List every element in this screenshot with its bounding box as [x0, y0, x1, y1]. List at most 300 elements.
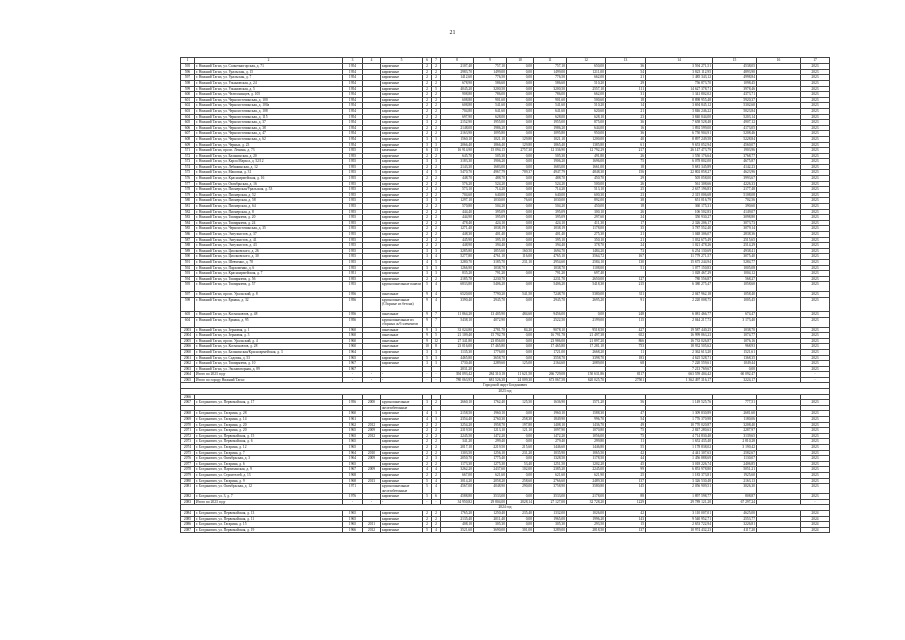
table-cell: 608,80 [441, 103, 474, 109]
table-cell: 0,00 [507, 282, 534, 292]
table-cell: 2023 [801, 439, 830, 445]
table-cell: 3183,30 [441, 159, 474, 165]
table-cell: 350 930,27 [646, 215, 713, 221]
table-cell: кирпичные [381, 450, 423, 456]
table-cell: 2 [423, 131, 432, 137]
table-cell: 2023 [801, 417, 830, 423]
table-cell: 510,20 [567, 80, 606, 86]
table-cell: 115 [606, 317, 646, 327]
table-cell: 0,00 [507, 103, 534, 109]
header-cell: 11 [534, 58, 567, 64]
table-cell: 0,00 [507, 355, 534, 361]
table-cell: 26 [606, 181, 646, 187]
table-cell: г. Нижний Тагил, просп. Ленина, д. 73 [195, 148, 343, 154]
table-cell: кирпичные [381, 276, 423, 282]
table-cell: 448,70 [441, 176, 474, 182]
table-cell: 297,60 [567, 215, 606, 221]
table-cell: 608,80 [441, 97, 474, 103]
table-cell: 11 779 271,57 [646, 254, 713, 260]
table-cell: 17 465,80 [474, 344, 507, 350]
table-cell: г. Нижний Тагил, ул. Солнечногорская, д. 71 [195, 64, 343, 70]
table-cell: 2 [423, 439, 432, 445]
table-cell: 0,00 [507, 125, 534, 131]
table-cell: 0,00 [507, 64, 534, 70]
table-cell: 1683,00 [474, 164, 507, 170]
table-cell: 395,09 [474, 215, 507, 221]
table-cell: 27 341,80 [441, 338, 474, 344]
table-cell: 8 [432, 344, 441, 350]
table-cell: - [432, 372, 441, 378]
table-cell: 3993,67 [713, 176, 757, 182]
table-cell: 5 681 345,89 [646, 164, 713, 170]
table-cell: 2071 [181, 428, 195, 434]
table-cell: 1954 [343, 125, 363, 131]
table-cell: 99 [606, 467, 646, 473]
table-cell: кирпичные [381, 271, 423, 277]
table-cell: 4 [423, 417, 432, 423]
table-cell: 2061 [181, 355, 195, 361]
table-cell: 576 [181, 176, 195, 182]
table-cell: 3 [423, 248, 432, 254]
table-cell: 5406,20 [534, 282, 567, 292]
table-cell: 0,00 [507, 433, 534, 439]
table-cell: 2077 [181, 461, 195, 467]
table-cell: г. Нижний Тагил, ул. Тимирязева, д. 10 [195, 361, 343, 367]
table-cell: 2023 [801, 181, 830, 187]
table-cell: 1499,00 [474, 69, 507, 75]
table-cell: 1412,60 [441, 75, 474, 81]
table-cell: 4765,10 [534, 254, 567, 260]
table-cell: 697,40 [567, 271, 606, 277]
table-cell: 23 856,00 [474, 338, 507, 344]
table-cell: 1038,70 [713, 327, 757, 333]
table-cell: 3 [432, 456, 441, 462]
table-cell: 2031,20 [441, 366, 474, 372]
table-cell: кирпичные [381, 254, 423, 260]
table-cell: 1955 [343, 204, 363, 210]
table-cell: 27 127,00 [534, 499, 567, 505]
table-cell: г. Нижний Тагил, ул. Ульяновская, д. 24 [195, 80, 343, 86]
table-cell: 572 [181, 153, 195, 159]
table-cell: 1955 [343, 187, 363, 193]
table-cell: 0,00 [507, 114, 534, 120]
table-cell: кирпичные [381, 86, 423, 92]
table-cell: 4173,05 [713, 125, 757, 131]
table-cell: 11 621,50 [507, 372, 534, 378]
table-cell: 2199,00 [567, 317, 606, 327]
header-cell: 17 [801, 58, 830, 64]
table-cell: 231,10 [507, 259, 534, 265]
table-cell: 0,00 [507, 97, 534, 103]
table-row [181, 317, 830, 327]
table-cell: 1328,50 [534, 456, 567, 462]
table-cell: 45 [606, 461, 646, 467]
table-cell: 1865,40 [534, 142, 567, 148]
table-cell: 3014,20 [441, 478, 474, 484]
table-cell: 645,70 [441, 153, 474, 159]
table-cell: 145 [606, 484, 646, 494]
table-cell: 23 [606, 114, 646, 120]
table-cell: г. Нижний Тагил, ул. Экскаваторная, д. 89 [195, 366, 343, 372]
table-cell: г. Богданович, ул. Гагарина, д. 12 [195, 445, 343, 451]
table-cell: 1986,20 [534, 125, 567, 131]
table-cell: 2582,67 [713, 450, 757, 456]
table-cell: 1332,00 [534, 510, 567, 516]
table-cell: 9 [423, 327, 432, 333]
table-cell: 756 873,70 [646, 80, 713, 86]
table-cell: кирпичные [381, 439, 423, 445]
table-cell: 2 [423, 215, 432, 221]
table-cell: железобетонные [381, 405, 423, 411]
table-cell: каменные [381, 148, 423, 154]
table-cell: 1954 [343, 108, 363, 114]
header-cell: 12 [567, 58, 606, 64]
table-cell: 1098,45 [713, 80, 757, 86]
table-cell: кирпичные [381, 192, 423, 198]
table-cell: 1955 [343, 215, 363, 221]
table-cell: 587 [181, 237, 195, 243]
table-cell: 1965 [343, 445, 363, 451]
table-cell: 0,00 [507, 472, 534, 478]
table-cell: 4 714 830,40 [646, 433, 713, 439]
table-cell: 7248,70 [534, 292, 567, 298]
table-cell: 2489,30 [567, 478, 606, 484]
table-cell: 4567,00 [441, 484, 474, 494]
table-cell: 5920,37 [713, 97, 757, 103]
table-cell: 299,80 [567, 439, 606, 445]
table-cell: 2 220 008,75 [646, 297, 713, 311]
table-cell: 2 [423, 103, 432, 109]
table-cell: 541,60 [474, 103, 507, 109]
header-cell: 15 [713, 58, 757, 64]
table-cell: 3073,73 [713, 220, 757, 226]
table-cell: 2 326 206,17 [646, 220, 713, 226]
table-cell: 621,60 [534, 472, 567, 478]
table-cell: 0,00 [507, 516, 534, 522]
table-cell: 1762,40 [474, 400, 507, 406]
table-cell: 5 [423, 527, 432, 533]
table-cell: 290,00 [507, 484, 534, 494]
table-cell: 2 [432, 164, 441, 170]
table-cell: кирпичные [381, 527, 423, 533]
table-cell: 111 [606, 86, 646, 92]
table-cell: 1 178 838,02 [646, 445, 713, 451]
table-cell: 2023 [801, 131, 830, 137]
table-cell: 91 [606, 297, 646, 311]
table-cell: 22 802 858,27 [646, 170, 713, 176]
table-cell: 34 950,82 [441, 499, 474, 505]
table-cell: 2515,65 [713, 237, 757, 243]
table-cell: 5051,21 [713, 467, 757, 473]
table-cell: 1960 [343, 411, 363, 417]
table-cell: 541,50 [507, 292, 534, 298]
table-cell: кирпичные [381, 209, 423, 215]
table-cell: кирпичные [381, 125, 423, 131]
table-row [181, 484, 830, 494]
table-cell: 17 281,10 [567, 344, 606, 350]
table-cell: - [432, 499, 441, 505]
table-cell: 524,20 [474, 181, 507, 187]
table-cell: 1408,10 [534, 422, 567, 428]
table-cell: 2 [423, 220, 432, 226]
table-cell: 24 009,30 [507, 377, 534, 383]
table-cell: 1180,06 [713, 417, 757, 423]
table-cell: 3 694 845,12 [646, 103, 713, 109]
table-cell: кирпичные [381, 349, 423, 355]
table-cell: 484,60 [507, 311, 534, 317]
table-cell: 6833,80 [441, 282, 474, 292]
table-cell: г. Нижний Тагил, ул. Садовая, д. 53 [195, 355, 343, 361]
table-cell: 2065 [181, 377, 195, 383]
table-cell: 3 [423, 159, 432, 165]
table-cell: 21 897,20 [567, 338, 606, 344]
table-cell: 601 [181, 97, 195, 103]
table-cell: 3200,50 [534, 86, 567, 92]
table-cell: 1251,50 [534, 461, 567, 467]
table-cell: г. Богданович, ул. Гагарина, д. 14 [195, 417, 343, 423]
table-cell: 73 [606, 248, 646, 254]
table-cell: 3289,00 [534, 527, 567, 533]
table-cell: 9078,10 [534, 327, 567, 333]
table-cell: 2164,60 [534, 361, 567, 367]
table-cell: 2023 [801, 215, 830, 221]
table-cell: кирпичные [381, 478, 423, 484]
table-cell: 2009 [363, 467, 381, 473]
table-cell: 2 [423, 445, 432, 451]
table-cell: 561 308,66 [646, 181, 713, 187]
table-cell: 0,00 [507, 226, 534, 232]
table-cell: 0,00 [507, 271, 534, 277]
table-cell: 54 [606, 417, 646, 423]
table-cell: 305,30 [534, 522, 567, 528]
table-cell: 2 [432, 131, 441, 137]
table-cell: 704,80 [441, 108, 474, 114]
table-cell: 602 [181, 103, 195, 109]
table-cell: 0,00 [507, 243, 534, 249]
table-cell: 5 [423, 494, 432, 500]
table-cell: 574 [181, 164, 195, 170]
header-cell: 2 [195, 58, 343, 64]
table-cell: 1065,50 [567, 450, 606, 456]
table-cell: 424,10 [534, 220, 567, 226]
table-cell: 9518,50 [567, 327, 606, 333]
table-cell: 2010 [363, 450, 381, 456]
table-cell: 1026,00 [567, 510, 606, 516]
table-cell: 2009 [363, 428, 381, 434]
table-cell: 3533,00 [474, 494, 507, 500]
table-cell: г. Нижний Тагил, ул. Ульяновская, д. 5 [195, 86, 343, 92]
table-cell: 14 [606, 103, 646, 109]
table-cell: 2 [423, 450, 432, 456]
table-cell [363, 484, 381, 494]
table-cell: 3 [423, 349, 432, 355]
table-cell: 2 [432, 400, 441, 406]
table-cell: 1 028 467,29 [646, 271, 713, 277]
table-cell: 5 [423, 355, 432, 361]
table-cell: крупнопанельные из сборных ж/б элементов [381, 317, 423, 327]
table-cell: 1661,00 [567, 164, 606, 170]
table-cell: 2023 [801, 153, 830, 159]
table-cell: 644,00 [567, 125, 606, 131]
table-cell: 2012 [363, 422, 381, 428]
table-cell: 0,00 [507, 86, 534, 92]
table-cell: г. Нижний Тагил, ул. Карла Маркса, д. 52/12 [195, 159, 343, 165]
table-cell: 2 [432, 176, 441, 182]
table-cell: 2 [423, 461, 432, 467]
table-cell: 1038,19 [474, 226, 507, 232]
table-cell: 2 [432, 243, 441, 249]
table-cell: 2023 [801, 232, 830, 238]
table-cell: кирпичные [381, 428, 423, 434]
table-cell: 2 [423, 97, 432, 103]
table-cell: г. Богданович, ул. 3, д. 7 [195, 494, 343, 500]
table-cell: 2023 [801, 187, 830, 193]
table-cell: 2 044 217,73 [646, 317, 713, 327]
table-cell: 9 [423, 338, 432, 344]
table-cell: 2024 [801, 527, 830, 533]
table-cell: 2 [423, 472, 432, 478]
table-cell: 1955 [343, 265, 363, 271]
table-cell: 16 791,78 [534, 333, 567, 339]
table-cell: 129,80 [507, 136, 534, 142]
table-cell: 3139,65 [713, 433, 757, 439]
table-cell: 2681,60 [713, 411, 757, 417]
table-cell: 284 310,18 [474, 372, 507, 378]
table-cell: 15 094,15 [474, 148, 507, 154]
table-cell: 4 [423, 411, 432, 417]
table-row [181, 282, 830, 292]
table-cell: г. Богданович, ул. Первомайская, д. 11 [195, 516, 343, 522]
table-cell: 23 986,00 [534, 338, 567, 344]
table-cell: кирпичные [381, 467, 423, 473]
table-cell: 293,50 [567, 522, 606, 528]
table-cell: г. Нижний Тагил, ул. Максима, д. 31 [195, 170, 343, 176]
table-cell: 681 526,38 [474, 377, 507, 383]
table-cell: 2 [432, 215, 441, 221]
table-cell: 2017,10 [441, 445, 474, 451]
table-cell: 1 077 150,83 [646, 265, 713, 271]
table-cell: 3558,70 [534, 355, 567, 361]
table-cell: кирпичные [381, 69, 423, 75]
table-cell: 757,10 [534, 64, 567, 70]
table-cell: 42 [606, 510, 646, 516]
table-cell: - [801, 377, 830, 383]
header-cell: 4 [363, 58, 381, 64]
table-cell: 0,00 [507, 338, 534, 344]
table-cell: кирпичные [381, 153, 423, 159]
table-cell: 10 770 020,87 [646, 422, 713, 428]
table-cell: 2818,50 [567, 527, 606, 533]
table-cell: 2 847 280,63 [646, 428, 713, 434]
table-cell: 1213,10 [474, 428, 507, 434]
table-cell: 4625,00 [713, 510, 757, 516]
table-cell: 3224,17 [713, 377, 757, 383]
table-cell: 628,00 [474, 114, 507, 120]
table-cell: 1038,70 [474, 265, 507, 271]
table-cell: 2 [423, 108, 432, 114]
table-cell: г. Нижний Тагил, ул. Циолковского, д. 30 [195, 254, 343, 260]
table-cell: 36 [606, 120, 646, 126]
table-cell: 424,10 [474, 220, 507, 226]
table-cell: 1135,30 [441, 349, 474, 355]
table-cell: 4623,96 [713, 170, 757, 176]
table-cell: г. Нижний Тагил, ул. Черноисточинская, д. 38 [195, 125, 343, 131]
table-cell: 125,00 [507, 361, 534, 367]
table-cell: 1955 [343, 209, 363, 215]
table-cell: 2023 [801, 198, 830, 204]
table-cell: 1097,90 [534, 428, 567, 434]
table-cell: 266 729,08 [534, 372, 567, 378]
table-cell: панельные [381, 327, 423, 333]
table-cell: 2 [432, 75, 441, 81]
table-cell: 2023 [801, 422, 830, 428]
table-cell: 1954 [343, 136, 363, 142]
table-cell: 1955 [343, 181, 363, 187]
table-cell [363, 282, 381, 292]
table-cell: 901,60 [474, 97, 507, 103]
table-cell: 395,10 [534, 237, 567, 243]
table-cell: 2 [432, 64, 441, 70]
table-cell: 311 [606, 292, 646, 298]
table-cell: 4538,05 [713, 64, 757, 70]
table-cell: 1954 [343, 80, 363, 86]
table-cell: 2 [432, 461, 441, 467]
table-cell: 1 456 888,69 [646, 456, 713, 462]
table-cell: 2023 [801, 311, 830, 317]
table-cell: 5380,00 [567, 292, 606, 298]
table-cell: 1178,00 [567, 226, 606, 232]
table-cell: кирпичные [381, 97, 423, 103]
table-cell: 75 [606, 159, 646, 165]
table-cell: 29 804,00 [474, 499, 507, 505]
header-cell: 8 [441, 58, 474, 64]
table-cell: 1178,50 [567, 456, 606, 462]
table-cell: панельные [381, 311, 423, 317]
table-cell: кирпичные [381, 510, 423, 516]
table-cell: 235,40 [507, 510, 534, 516]
table-cell: г. Нижний Тагил, ул. Уральская, д. 7 [195, 75, 343, 81]
table-cell: 2089,00 [567, 361, 606, 367]
table-cell: 1955 [343, 232, 363, 238]
table-cell: 60 092,47 [713, 372, 757, 378]
table-cell: 2 362 613,20 [646, 349, 713, 355]
table-cell [757, 282, 801, 292]
table-cell: 1560,10 [441, 136, 474, 142]
table-cell: 0,00 [507, 80, 534, 86]
section-heading: 2023 год [181, 389, 830, 395]
table-cell: 1962 [343, 422, 363, 428]
table-cell: 1906,20 [534, 159, 567, 165]
table-cell: 1005,45 [713, 297, 757, 311]
table-cell: 84,20 [507, 327, 534, 333]
table-cell: 3 [423, 136, 432, 142]
table-cell: 23 [606, 192, 646, 198]
table-cell: 2 [432, 80, 441, 86]
table-cell: 1776,00 [474, 349, 507, 355]
table-cell: 2148,00 [441, 125, 474, 131]
table-cell: 3978,46 [713, 86, 757, 92]
table-cell: г. Богданович, ул. Первомайская, д. 6 [195, 439, 343, 445]
table-cell: 780 063,95 [441, 377, 474, 383]
table-cell: 2023 [801, 265, 830, 271]
table-cell: 1775,40 [474, 456, 507, 462]
table-cell: 300,10 [567, 209, 606, 215]
table-cell: 581 [181, 204, 195, 210]
table-cell: 620,60 [567, 108, 606, 114]
table-cell: 3564,72 [567, 254, 606, 260]
table-cell: г. Нижний Тагил, ул. Черноисточинская, д. 62 [195, 136, 343, 142]
table-cell: 9 [423, 333, 432, 339]
